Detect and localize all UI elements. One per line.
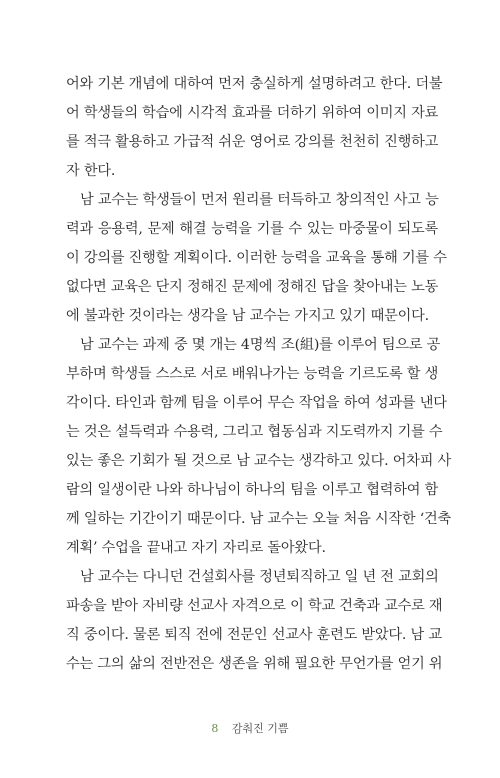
running-title: 감춰진 기쁨 [231,722,289,735]
text-line: 자 한다. [66,163,116,179]
text-line: 계획’ 수업을 끝내고 자기 자리로 돌아왔다. [66,540,326,556]
text-line: 이 강의를 진행할 계획이다. 이러한 능력을 교육을 통해 기를 수 [66,250,447,266]
body-text [66,70,452,679]
page-footer [0,720,500,736]
text-line: 수는 그의 삶의 전반전은 생존을 위해 필요한 무언가를 얻기 위 [66,656,443,672]
paragraph [66,331,452,563]
text-line: 파송을 받아 자비량 선교사 자격으로 이 학교 건축과 교수로 재 [66,598,443,614]
text-line: 를 적극 활용하고 가급적 쉬운 영어로 강의를 천천히 진행하고 [66,134,439,150]
text-line: 남 교수는 과제 중 몇 개는 4명씩 조(組)를 이루어 팀으로 공 [80,337,441,353]
text-line: 력과 응용력, 문제 해결 능력을 기를 수 있는 마중물이 되도록 [66,221,438,237]
text-line: 어 학생들의 학습에 시각적 효과를 더하기 위하여 이미지 자료 [66,105,439,121]
text-line: 람의 일생이란 나와 하나님이 하나의 팀을 이루고 협력하여 함 [66,482,439,498]
paragraph [66,563,443,679]
text-line: 남 교수는 학생들이 먼저 원리를 터득하고 창의적인 사고 능 [80,192,439,208]
text-line: 부하며 학생들 스스로 서로 배워나가는 능력을 기르도록 할 생 [66,366,439,382]
text-line: 에 불과한 것이라는 생각을 남 교수는 가지고 있기 때문이다. [66,308,429,324]
text-line: 께 일하는 기간이기 때문이다. 남 교수는 오늘 처음 시작한 ‘건축 [66,511,452,527]
text-line: 없다면 교육은 단지 정해진 문제에 정해진 답을 찾아내는 노동 [66,279,439,295]
text-line: 남 교수는 다니던 건설회사를 정년퇴직하고 일 년 전 교회의 [80,569,439,585]
page-number: 8 [211,722,219,735]
text-line: 는 것은 설득력과 수용력, 그리고 협동심과 지도력까지 기를 수 [66,424,443,440]
text-line: 직 중이다. 물론 퇴직 전에 전문인 선교사 훈련도 받았다. 남 교 [66,627,442,643]
text-line: 어와 기본 개념에 대하여 먼저 충실하게 설명하려고 한다. 더불 [66,76,443,92]
paragraph [66,70,443,186]
paragraph [66,186,447,331]
text-line: 각이다. 타인과 함께 팀을 이루어 무슨 작업을 하여 성과를 낸다 [66,395,447,411]
text-line: 있는 좋은 기회가 될 것으로 남 교수는 생각하고 있다. 어차피 사 [66,453,452,469]
